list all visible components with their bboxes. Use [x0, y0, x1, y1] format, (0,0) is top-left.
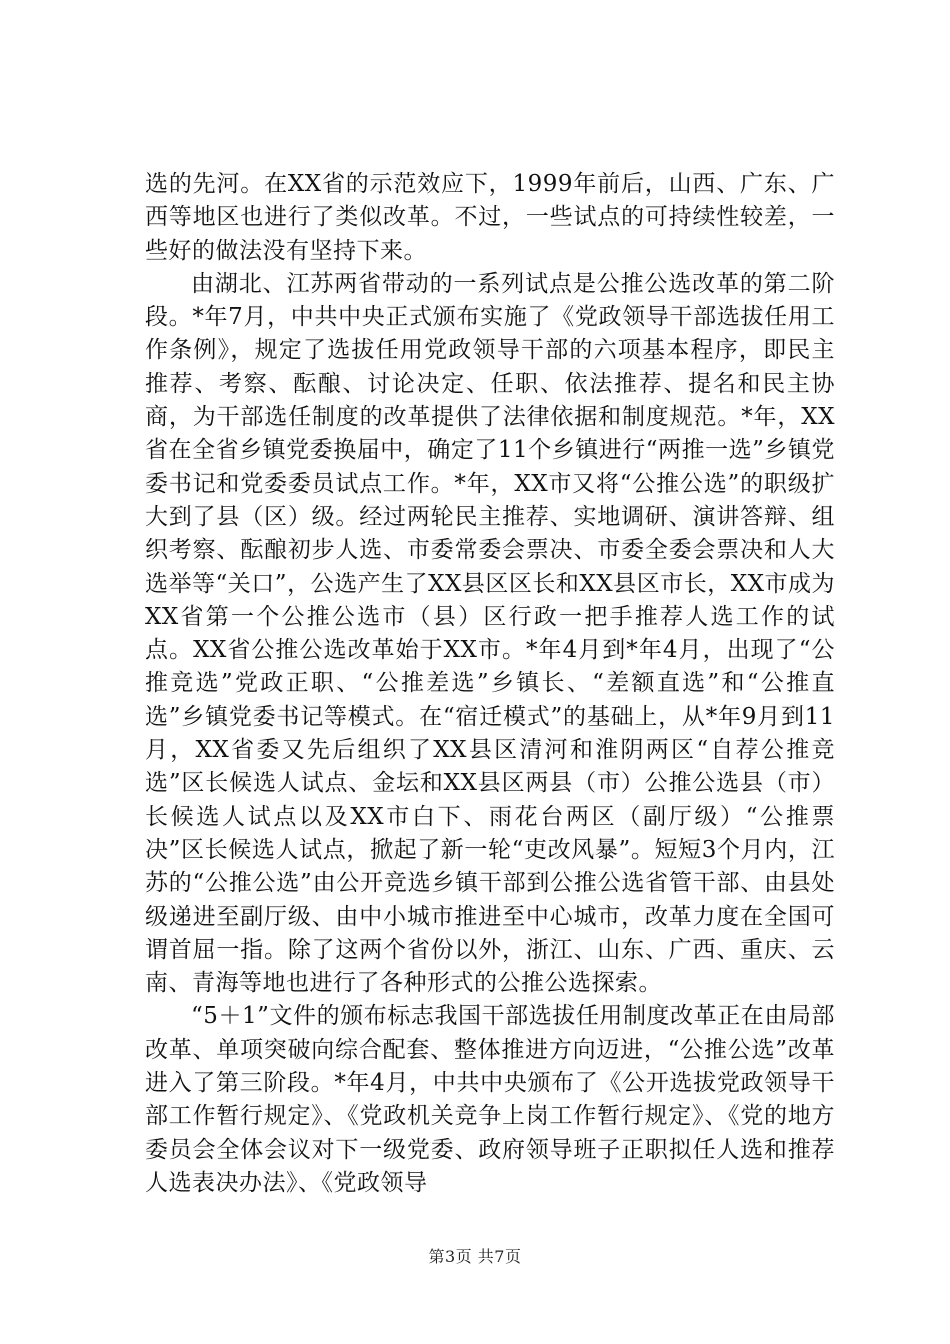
paragraph-second-stage: 由湖北、江苏两省带动的一系列试点是公推公选改革的第二阶段。*年7月，中共中央正式颁布实施了《党政领导干部选拔任用工作条例》，规定了选拔任用党政领导干部的六项基本程序，即民主推荐、考察、酝酿、讨论决定、任职、依法推荐、提名和民主协商，为干部选任制度的改革提供了法律依据和制度规范。*年，XX省在全省乡镇党委换届中，确定了11个乡镇进行“两推一选”乡镇党委书记和党委委员试点工作。*年，XX市又将“公推公选”的职级扩大到了县（区）级。经过两轮民主推荐、实地调研、演讲答辩、组织考察、酝酿初步人选、市委常委会票决、市委全委会票决和人大选举等“关口”，公选产生了XX县区区长和XX县区市长，XX市成为XX省第一个公推公选市（县）区行政一把手推荐人选工作的试点。XX省公推公选改革始于XX市。*年4月到*年4月，出现了“公推竞选”党政正职、“公推差选”乡镇长、“差额直选”和“公推直选”乡镇党委书记等模式。在“宿迁模式”的基础上，从*年9月到11月，XX省委又先后组织了XX县区清河和淮阴两区“自荐公推竞选”区长候选人试点、金坛和XX县区两县（市）公推公选县（市）长候选人试点以及XX市白下、雨花台两区（副厅级）“公推票决”区长候选人试点，掀起了新一轮“吏改风暴”。短短3个月内，江苏的“公推公选”由公开竞选乡镇干部到公推公选省管干部、由县处级递进至副厅级、由中小城市推进至中心城市，改革力度在全国可谓首屈一指。除了这两个省份以外，浙江、山东、广西、重庆、云南、青海等地也进行了各种形式的公推公选探索。	[145, 270, 835, 997]
paragraph-third-stage: “5＋1”文件的颁布标志我国干部选拔任用制度改革正在由局部改革、单项突破向综合配套、整体推进方向迈进，“公推公选”改革进入了第三阶段。*年4月，中共中央颁布了《公开选拔党政领导干部工作暂行规定》、《党政机关竞争上岗工作暂行规定》、《党的地方委员会全体会议对下一级党委、政府领导班子正职拟任人选和推荐人选表决办法》、《党政领导	[145, 1003, 835, 1196]
page-number-footer: 第3页 共7页	[428, 1247, 522, 1266]
body-text	[145, 168, 835, 1200]
paragraph-continuation: 选的先河。在XX省的示范效应下，1999年前后，山西、广东、广西等地区也进行了类似改革。不过，一些试点的可持续性较差，一些好的做法没有坚持下来。	[145, 171, 835, 264]
